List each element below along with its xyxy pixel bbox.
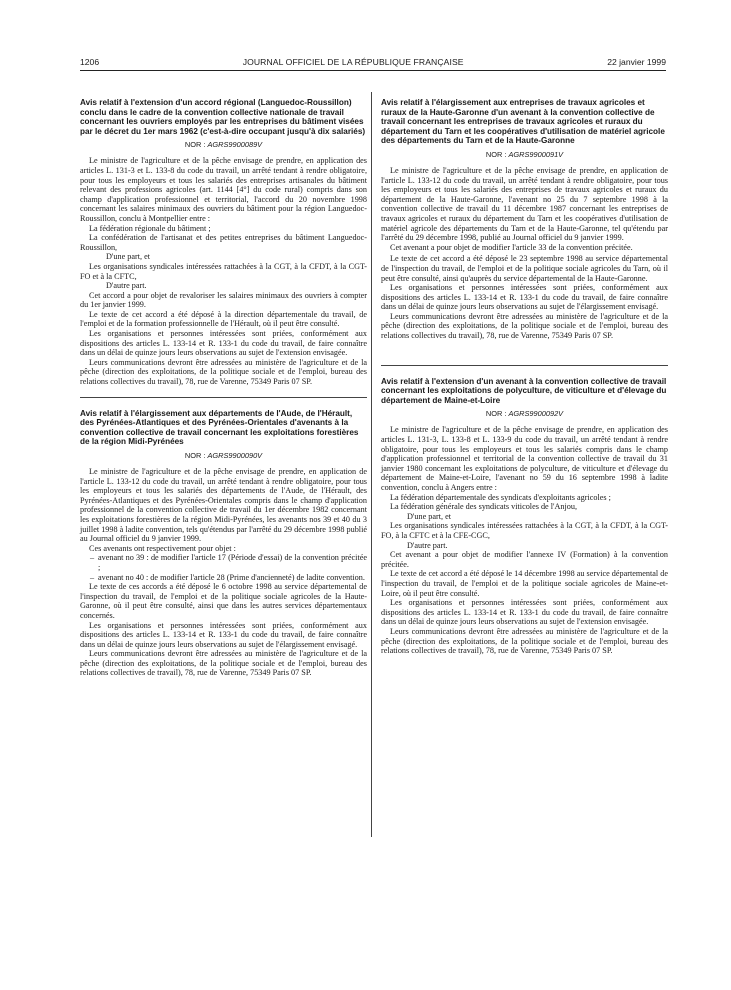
paragraph: Le ministre de l'agriculture et de la pêche envisage de prendre, en application de l'article L. 133-12 du code du travail, un arrêté tendant à rendre obligatoire, pour tous les employeurs et tous les salariés des entreprises de travaux agricoles et ruraux du département de la Haute-Garonne, l'avenant no 25 du 7 septembre 1998 à la convention collective de travail du 11 décembre 1987 concernant les entreprises de travaux agricoles et ruraux du département du Tarn et les coopératives d'utilisation de matériel agricole des départements du Tarn et de la Haute-Garonne, tel qu'étendu par l'arrêté du 29 décembre 1998, publié au Journal officiel du 9 janvier 1999. <box>381 165 668 243</box>
nor-label: NOR : <box>485 149 507 159</box>
nor-label: NOR : <box>485 409 507 419</box>
paragraph: La confédération de l'artisanat et des petites entreprises du bâtiment Languedoc-Roussillon, <box>80 233 367 252</box>
paragraph: D'autre part. <box>407 540 448 550</box>
nor-label: NOR : <box>184 140 206 150</box>
nor-reference <box>381 150 668 159</box>
paragraph: Les organisations syndicales intéressées rattachées à la CGT, à la CFDT, à la CGT-FO, à la CFTC et à la CFE-CGC, <box>381 521 668 540</box>
nor-reference <box>80 140 367 149</box>
paragraph: Le texte de ces accords a été déposé le 6 octobre 1998 au service départemental de l'inspection du travail, de l'emploi et de la politique sociale agricoles de la Haute-Garonne, où il peut être consulté, ainsi que dans les autres services départementaux concernés. <box>80 582 367 620</box>
paragraph: Leurs communications devront être adressées au ministère de l'agriculture et de la pêche (direction des exploitations, de la politique sociale et de l'emploi, bureau des relations collectives du travail), 78, rue de Varenne, 75349 Paris 07 SP. <box>80 357 367 387</box>
paragraph: Les organisations et personnes intéressées sont priées, conformément aux dispositions des articles L. 133-14 et R. 133-1 du code du travail, de faire connaître dans un délai de quinze jours leurs observations au sujet de l'élargissement envisagé. <box>381 283 668 312</box>
paragraph: Cet avenant a pour objet de modifier l'annexe IV (Formation) à la convention précitée. <box>381 550 668 569</box>
paragraph: Les organisations et personnes intéressées sont priées, conformément aux dispositions des articles L. 133-14 et R. 133-1 du code du travail, de faire connaître dans un délai de quinze jours leurs observations au sujet de l'élargissement envisagé. <box>80 620 367 649</box>
left-column <box>80 98 367 678</box>
issue-date: 22 janvier 1999 <box>607 57 666 67</box>
paragraph: Le ministre de l'agriculture et de la pêche envisage de prendre, en application de l'article L. 133-12 du code du travail, un arrêté tendant à rendre obligatoire, pour tous les employeurs et tous les salariés des départements de l'Aude, de l'Hérault, des Pyrénées-Atlantiques et des Pyrénées-Orientales compris dans le champ d'application professionnel de la convention collective de travail du 1er décembre 1982 concernant les exploitations forestières de la région Midi-Pyrénées, les avenants nos 39 et 40 du 3 juillet 1998 à ladite convention, tels qu'étendus par l'arrêté du 29 décembre 1998 publié au Journal officiel du 9 janvier 1999. <box>80 467 367 544</box>
nor-reference <box>381 409 668 418</box>
nor-code: AGRS9900090V <box>207 451 263 460</box>
notice-title: Avis relatif à l'élargissement aux entreprises de travaux agricoles et ruraux de la Haute-Garonne d'un avenant à la convention collective de travail concernant les entreprises de travaux agricoles et ruraux du département du Tarn et les coopératives d'utilisation de matériel agricole des départements du Tarn et de la Haute-Garonne <box>381 98 665 146</box>
paragraph: Leurs communications devront être adressées au ministère de l'agriculture et de la pêche (direction des exploitations, de la politique sociale et de l'emploi, bureau des relations collectives du travail), 78, rue de Varenne, 75349 Paris 07 SP. <box>381 311 668 341</box>
paragraph: D'une part, et <box>106 252 150 262</box>
paragraph: Leurs communications devront être adressées au ministère de l'agriculture et de la pêche (direction des exploitations, de la politique sociale et de l'emploi, bureau des relations collectives de travail), 78, rue de Varenne, 75349 Paris 07 SP. <box>80 649 367 678</box>
paragraph: La fédération régionale du bâtiment ; <box>89 223 211 233</box>
header-rule <box>80 70 666 71</box>
section-rule <box>381 365 668 366</box>
notice-title: Avis relatif à l'extension d'un avenant à la convention collective de travail concernant les exploitations de polyculture, de viticulture et d'élevage du département de Maine-et-Loire <box>381 376 667 405</box>
notice-title: Avis relatif à l'élargissement aux départements de l'Aude, de l'Hérault, des Pyrénées-Atlantiques et des Pyrénées-Orientales d'avenants à la convention collective de travail concernant les exploitations forestières de la région Midi-Pyrénées <box>80 408 359 447</box>
paragraph: Le texte de cet accord a été déposé le 14 décembre 1998 au service départemental de l'inspection du travail, de l'emploi et de la politique sociale agricoles de Maine-et-Loire, où il peut être consulté. <box>381 569 668 598</box>
section-rule <box>80 397 367 398</box>
paragraph: D'une part, et <box>407 511 451 521</box>
paragraph: Leurs communications devront être adressées au ministère de l'agriculture et de la pêche (direction des exploitations, de la politique sociale et de l'emploi, bureau des relations collectives de travail), 78, rue de Varenne, 75349 Paris 07 SP. <box>381 626 668 656</box>
paragraph: Cet avenant a pour objet de modifier l'article 33 de la convention précitée. <box>390 242 633 252</box>
paragraph: Le ministre de l'agriculture et de la pêche envisage de prendre, en application des articles L. 131-3 et L. 133-8 du code du travail, un arrêté tendant à rendre obligatoire, pour tous les employeurs et tous les salariés des entreprises artisanales du bâtiment relevant des professions agricoles (art. 1144 [4°] du code rural) compris dans son champ d'application professionnel et territorial, l'accord du 20 novembre 1998 concernant les salaires minimaux des ouvriers du bâtiment pour la région Languedoc-Roussillon, conclu à Montpellier entre : <box>80 156 367 223</box>
notice-title: Avis relatif à l'extension d'un accord régional (Languedoc-Roussillon) conclu dans le cadre de la convention collective nationale de travail concernant les ouvriers employés par les entreprises du bâtiment visées par le décret du 1er mars 1962 (c'est-à-dire occupant jusqu'à dix salariés) <box>80 98 366 136</box>
notice-maine-et-loire <box>381 377 668 656</box>
notice-forestieres <box>80 409 367 678</box>
nor-code: AGRS9900091V <box>508 149 564 159</box>
paragraph: Le texte de cet accord a été déposé le 23 septembre 1998 au service départemental de l'inspection du travail, de l'emploi et de la politique sociale agricoles du Tarn, où il peut être consulté, ainsi qu'auprès du service départemental de la Haute-Garonne. <box>381 254 668 283</box>
paragraph: La fédération départementale des syndicats d'exploitants agricoles ; <box>390 492 611 502</box>
paragraph: Le ministre de l'agriculture et de la pêche envisage de prendre, en application des articles L. 131-3, L. 133-8 et L. 133-9 du code du travail, un arrêté tendant à rendre obligatoire, pour tous les employeurs et tous les salariés compris dans le champ d'application professionnel et territorial de la convention collective de travail du 31 janvier 1980 concernant les exploitations de polyculture, de viticulture et d'élevage du département de Maine-et-Loire, l'avenant no 59 du 16 septembre 1998 à ladite convention, conclu à Angers entre : <box>381 425 668 492</box>
paragraph: Ces avenants ont respectivement pour objet : <box>89 543 236 553</box>
page-number: 1206 <box>80 57 100 67</box>
paragraph: La fédération générale des syndicats viticoles de l'Anjou, <box>390 502 577 512</box>
paragraph: D'autre part. <box>106 281 147 291</box>
paragraph: Les organisations et personnes intéressées sont priées, conformément aux dispositions des articles L. 133-14 et R. 133-1 du code du travail, de faire connaître dans un délai de quinze jours leurs observations au sujet de l'extension envisagée. <box>80 329 367 358</box>
notice-languedoc <box>80 98 367 387</box>
page-header <box>80 57 666 67</box>
nor-code: AGRS9900089V <box>207 140 263 150</box>
paragraph: Les organisations syndicales intéressées rattachées à la CGT, à la CFDT, à la CGT-FO et à la CFTC, <box>80 261 367 281</box>
paragraph: Les organisations et personnes intéressées sont priées, conformément aux dispositions des articles L. 133-14 et R. 133-1 du code du travail, de faire connaître dans un délai de quinze jours leurs observations au sujet de l'extension envisagée. <box>381 598 668 627</box>
journal-title: JOURNAL OFFICIEL DE LA RÉPUBLIQUE FRANÇAISE <box>242 57 464 67</box>
nor-label: NOR : <box>184 451 206 460</box>
list-item: – avenant no 40 : de modifier l'article 28 (Prime d'ancienneté) de ladite convention. <box>80 573 367 583</box>
nor-code: AGRS9900092V <box>508 409 564 419</box>
list-item: – avenant no 39 : de modifier l'article 17 (Période d'essai) de la convention précitée ; <box>80 553 367 572</box>
paragraph: Cet accord a pour objet de revaloriser les salaires minimaux des ouvriers à compter du 1er janvier 1999. <box>80 290 367 310</box>
nor-reference <box>80 451 367 460</box>
column-separator <box>371 92 372 837</box>
right-column <box>381 98 668 656</box>
paragraph: Le texte de cet accord a été déposé à la direction départementale du travail, de l'emploi et de la formation professionnelle de l'Hérault, où il peut être consulté. <box>80 309 367 329</box>
notice-haute-garonne <box>381 98 668 341</box>
